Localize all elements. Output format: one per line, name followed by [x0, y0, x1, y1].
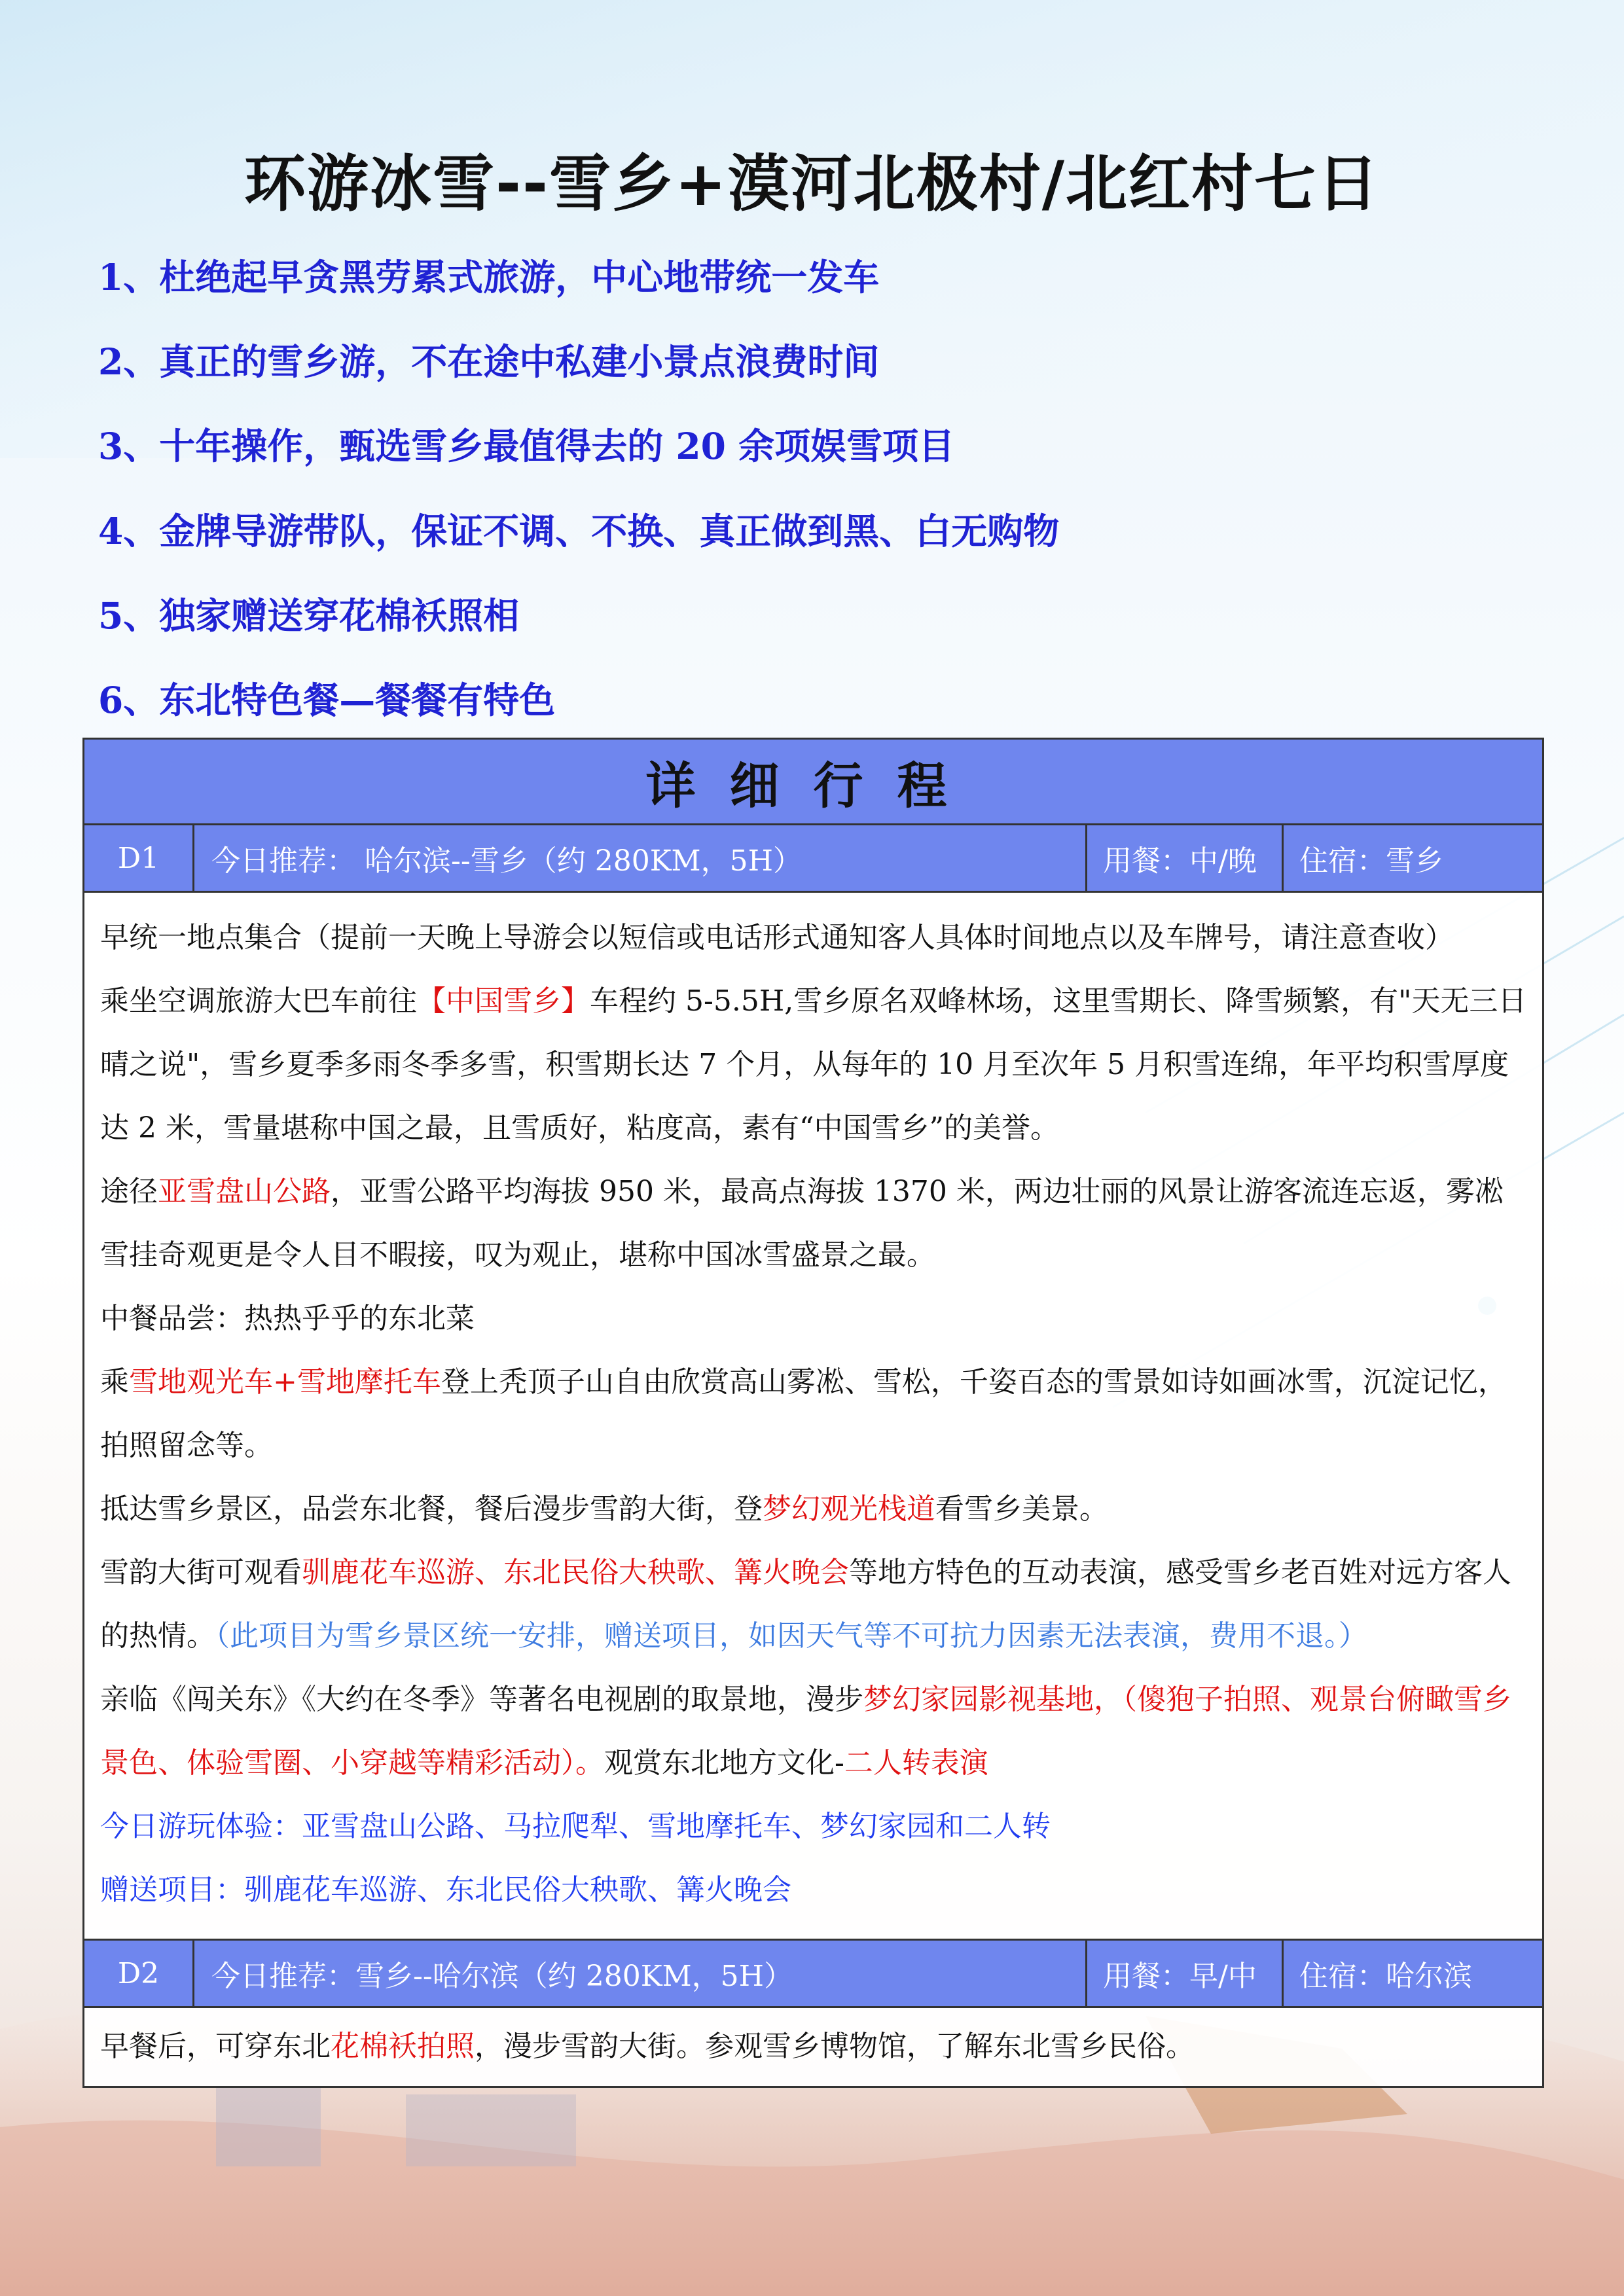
feature-item: 4、金牌导游带队，保证不调、不换、真正做到黑、白无购物 [98, 510, 1060, 552]
highlight-text: 亚雪盘山公路 [158, 1175, 331, 1208]
paragraph [100, 1668, 1528, 1795]
text-span: 乘坐空调旅游大巴车前往 [100, 984, 417, 1018]
highlight-text: 【中国雪乡】 [417, 984, 590, 1018]
day-header-row [84, 1940, 1543, 2007]
itinerary-table [82, 738, 1544, 2088]
highlight-text: 花棉袄拍照 [331, 2030, 475, 2063]
day-number: D2 [84, 1940, 194, 2007]
text-span: 看雪乡美景。 [935, 1492, 1108, 1526]
highlight-text: 二人转表演 [844, 1746, 988, 1780]
feature-item: 5、独家赠送穿花棉袄照相 [98, 594, 520, 637]
paragraph [100, 1287, 1528, 1350]
highlight-text: 雪地观光车+雪地摩托车 [129, 1365, 441, 1399]
text-span: 观赏东北地方文化- [604, 1746, 844, 1780]
note-text: （此项目为雪乡景区统一安排，赠送项目，如因天气等不可抗力因素无法表演，费用不退。） [215, 1619, 1367, 1653]
text-span: 乘 [100, 1365, 129, 1399]
experience-summary: 今日游玩体验：亚雪盘山公路、马拉爬犁、雪地摩托车、梦幻家园和二人转 [100, 1810, 1051, 1843]
text-span: 等地方特色的互动表演，感受雪乡老百姓对远方客人的热情。 [100, 1556, 1511, 1653]
paragraph [100, 2015, 1528, 2078]
text-span: ，漫步雪韵大街。参观雪乡博物馆，了解东北雪乡民俗。 [475, 2030, 1195, 2063]
text-span: 抵达雪乡景区，品尝东北餐，餐后漫步雪韵大街，登 [100, 1492, 763, 1526]
paragraph [100, 1541, 1528, 1668]
day-content [84, 892, 1543, 1940]
day-recommendation: 今日推荐： 哈尔滨--雪乡（约 280KM，5H） [194, 825, 1087, 892]
day-header-row [84, 825, 1543, 892]
feature-item: 3、十年操作，甄选雪乡最值得去的 20 余项娱雪项目 [98, 425, 955, 467]
paragraph [100, 1858, 1528, 1922]
text-span: ，亚雪公路平均海拔 950 米，最高点海拔 1370 米，两边壮丽的风景让游客流连忘返，雾凇雪挂奇观更是令人目不暇接，叹为观止，堪称中国冰雪盛景之最。 [100, 1175, 1504, 1272]
text-span: 车程约 5-5.5H,雪乡原名双峰林场，这里雪期长、降雪频繁，有"天无三日晴之说"，雪乡夏季多雨冬季多雪，积雪期长达 7 个月，从每年的 10 月至次年 5 月积雪连绵，年平均积雪厚度达 2 米，雪量堪称中国之最，且雪质好，粘度高，素有“中国雪乡”的美誉。 [100, 984, 1527, 1145]
paragraph [100, 1160, 1528, 1287]
day-number: D1 [84, 825, 194, 892]
day-meals: 用餐：中/晚 [1087, 825, 1283, 892]
text-span: 途径 [100, 1175, 158, 1208]
highlight-text: 梦幻观光栈道 [763, 1492, 935, 1526]
feature-item: 2、真正的雪乡游，不在途中私建小景点浪费时间 [98, 340, 880, 383]
text-span: 亲临《闯关东》《大约在冬季》等著名电视剧的取景地，漫步 [100, 1683, 863, 1716]
paragraph [100, 1795, 1528, 1858]
paragraph [100, 969, 1528, 1160]
feature-item: 6、东北特色餐—餐餐有特色 [98, 679, 556, 721]
text-span: 雪韵大街可观看 [100, 1556, 302, 1589]
itinerary-heading: 详细行程 [84, 739, 1543, 825]
gift-summary: 赠送项目：驯鹿花车巡游、东北民俗大秧歌、篝火晚会 [100, 1873, 791, 1907]
text-span: 早统一地点集合（提前一天晚上导游会以短信或电话形式通知客人具体时间地点以及车牌号，请注意查收） [100, 921, 1454, 954]
day-meals: 用餐：早/中 [1087, 1940, 1283, 2007]
day-content [84, 2007, 1543, 2087]
text-span: 登上秃顶子山自由欣赏高山雾凇、雪松，千姿百态的雪景如诗如画冰雪，沉淀记忆，拍照留念等。 [100, 1365, 1507, 1462]
text-span: 中餐品尝：热热乎乎的东北菜 [100, 1302, 475, 1335]
paragraph [100, 1350, 1528, 1477]
page-title: 环游冰雪--雪乡+漠河北极村/北红村七日 [244, 149, 1380, 220]
feature-item: 1、杜绝起早贪黑劳累式旅游，中心地带统一发车 [98, 256, 880, 298]
highlight-text: 梦幻家园影视基地，（傻狍子拍照、观景台俯瞰雪乡景色、体验雪圈、小穿越等精彩活动）。 [100, 1683, 1511, 1780]
paragraph [100, 906, 1528, 969]
paragraph [100, 1477, 1528, 1541]
day-accommodation: 住宿：哈尔滨 [1283, 1940, 1543, 2007]
day-accommodation: 住宿：雪乡 [1283, 825, 1543, 892]
highlight-text: 驯鹿花车巡游、东北民俗大秧歌、篝火晚会 [302, 1556, 849, 1589]
day-recommendation: 今日推荐：雪乡--哈尔滨（约 280KM，5H） [194, 1940, 1087, 2007]
text-span: 早餐后，可穿东北 [100, 2030, 331, 2063]
